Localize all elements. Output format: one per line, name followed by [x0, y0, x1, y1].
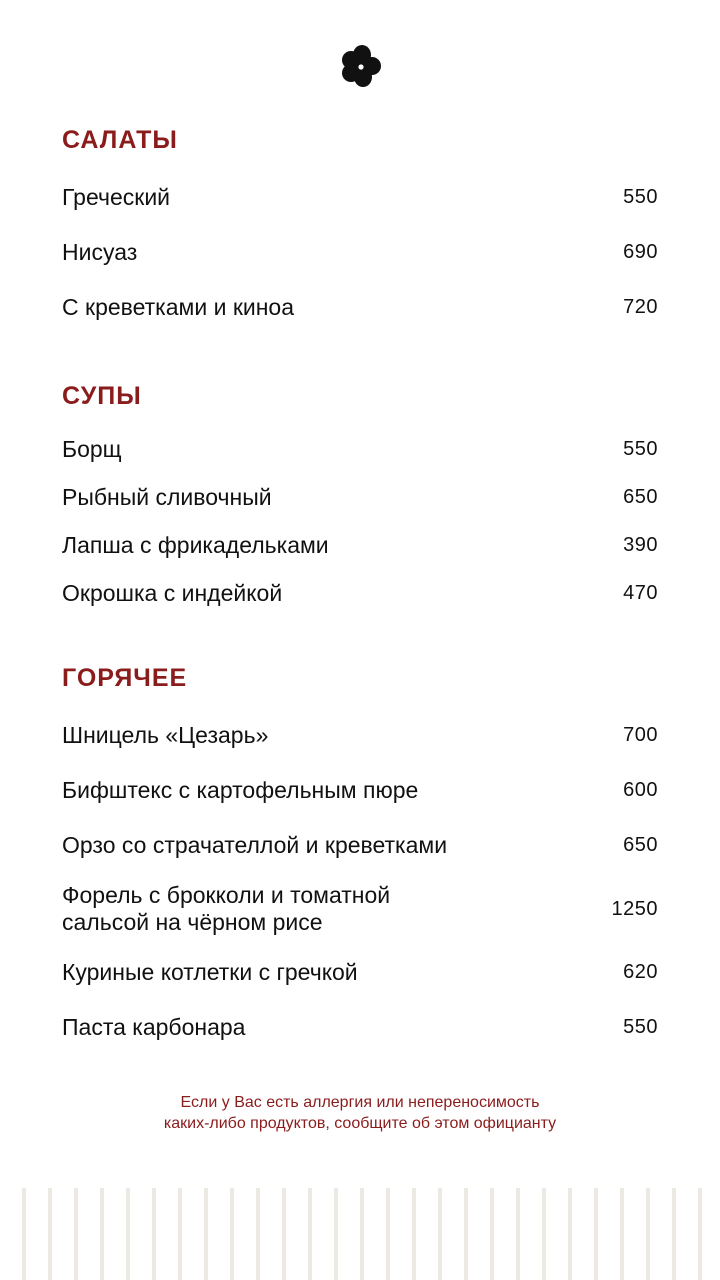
item-name: Орзо со страчателлой и креветками: [62, 832, 448, 858]
item-price: 650: [623, 486, 658, 508]
menu-item: [62, 484, 658, 511]
item-price: 620: [623, 961, 658, 983]
item-name: Греческий: [62, 184, 171, 210]
menu-item: [62, 832, 658, 859]
item-name-multiline: [62, 882, 390, 936]
item-name-line: Форель с брокколи и томатной: [62, 882, 391, 908]
item-price: 720: [623, 296, 658, 318]
item-price: 700: [623, 724, 658, 746]
item-name-line: сальсой на чёрном рисе: [62, 909, 323, 935]
item-price: 550: [623, 186, 658, 208]
item-name: Окрошка с индейкой: [62, 580, 283, 606]
item-price: 470: [623, 582, 658, 604]
item-name: Нисуаз: [62, 239, 138, 265]
item-price: 600: [623, 779, 658, 801]
item-name: Рыбный сливочный: [62, 484, 272, 510]
item-name: Борщ: [62, 436, 122, 462]
decorative-stripes: [0, 1188, 720, 1280]
item-name: Лапша с фрикадельками: [62, 532, 329, 558]
section-title-soups: СУПЫ: [62, 382, 142, 410]
item-name: Бифштекс с картофельным пюре: [62, 777, 419, 803]
menu-item: [62, 882, 658, 936]
allergy-note: [0, 1092, 720, 1134]
menu-item: [62, 777, 658, 804]
item-name: Куриные котлетки с гречкой: [62, 959, 358, 985]
menu-item: [62, 184, 658, 211]
menu-item: [62, 436, 658, 463]
section-title-hot: ГОРЯЧЕЕ: [62, 664, 188, 692]
item-price: 550: [623, 1016, 658, 1038]
menu-item: [62, 532, 658, 559]
item-price: 690: [623, 241, 658, 263]
flower-logo-icon: [341, 44, 381, 88]
menu-item: [62, 294, 658, 321]
item-name: Шницель «Цезарь»: [62, 722, 269, 748]
item-price: 390: [623, 534, 658, 556]
item-name: С креветками и киноа: [62, 294, 295, 320]
menu-item: [62, 580, 658, 607]
allergy-note-line: каких-либо продуктов, сообщите об этом официанту: [163, 1115, 557, 1132]
section-title-salads: САЛАТЫ: [62, 126, 178, 154]
item-price: 650: [623, 834, 658, 856]
menu-item: [62, 1014, 658, 1041]
item-price: 1250: [611, 897, 658, 920]
menu-item: [62, 239, 658, 266]
item-name: Паста карбонара: [62, 1014, 246, 1040]
allergy-note-line: Если у Вас есть аллергия или непереносимость: [180, 1094, 540, 1111]
item-price: 550: [623, 438, 658, 460]
menu-item: [62, 722, 658, 749]
menu-item: [62, 959, 658, 986]
